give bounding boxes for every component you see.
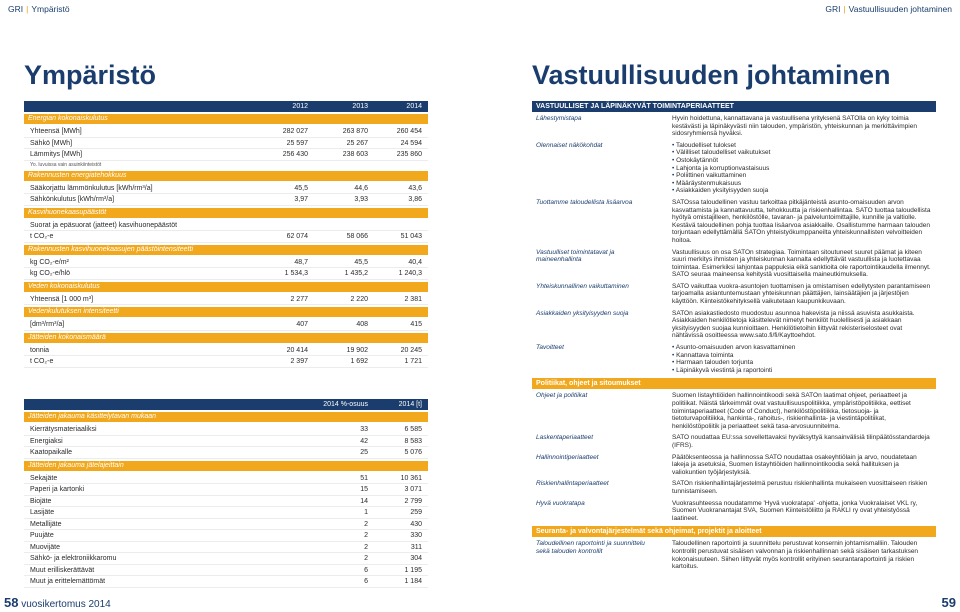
- left-running-header: [8, 4, 70, 14]
- row-value: 3,97: [294, 196, 308, 203]
- row-value: 2 381: [404, 295, 422, 303]
- table-row: [24, 565, 428, 577]
- item-text: SATOssa taloudellinen vastuu tarkoittaa pitkäjänteistä asunto-omaisuuden arvon kasvattamista ja kannattavuutta, tehokkuutta ja riskienhallintaa. SATO tuottaa taloudellista hyötyä omistajilleen, henkilöstölle, tavaran- ja palveluntoimittajille, kunnille ja valtiolle. Kestävä taloudellinen pohja tuottaa lisäarvoa asiakkaille. Osallistumme harmaan talouden torjuntaan edellyttämällä SATOn yhteistyökumppaneilta yhteiskunnallisten velvoitteiden hoitoa.: [672, 198, 931, 244]
- tonnes-header: 2014 [t]: [398, 401, 422, 408]
- row-value: 6: [364, 578, 368, 585]
- table-section-heading: Jätteiden kokonaismäärä: [24, 333, 428, 343]
- list-item: • Läpinäkyvä viestintä ja raportointi: [672, 367, 936, 375]
- item-text: Hyvin hoidettuna, kannattavana ja vastuullisena yrityksenä SATOlla on kyky toimia kestävästi ja läpinäkyvästi niin talouden, ympäristön, yhteiskunnan ja merkittävimpien sidosryhmiensä hyväksi.: [672, 115, 917, 138]
- policy-item: [532, 434, 936, 449]
- environment-table: [24, 101, 428, 368]
- share-header: 2014 %-osuus: [323, 401, 368, 408]
- row-value: 42: [360, 437, 368, 445]
- row-value: 20 245: [400, 346, 422, 354]
- table-row: [24, 356, 428, 368]
- item-key: Laskentaperiaatteet: [536, 434, 594, 442]
- item-key: Hallinnointiperiaatteet: [536, 453, 599, 461]
- policy-item: [532, 199, 936, 245]
- table-section-heading: Rakennusten kasvihuonekaasujen päästöintensiteetti: [24, 245, 428, 255]
- waste-table: [24, 399, 428, 588]
- row-value: 5 076: [404, 449, 422, 456]
- row-value: 2: [364, 520, 368, 528]
- row-label: Energiaksi: [30, 437, 63, 445]
- item-key: Yhteiskunnallinen vaikuttaminen: [536, 282, 629, 290]
- item-key: Taloudellinen raportointi ja suunnittelu sekä talouden kontrollit: [536, 540, 645, 555]
- row-value: 415: [410, 321, 422, 328]
- row-value: 6: [364, 566, 368, 574]
- row-value: 1 184: [404, 578, 422, 585]
- row-label: Sääkorjattu lämmönkulutus [kWh/rm³/a]: [30, 184, 153, 192]
- table-row: [24, 194, 428, 206]
- left-page-title: Ympäristö: [24, 60, 157, 90]
- section-heading: Seuranta- ja valvontajärjestelmät sekä ohjeimat, projektit ja aloitteet: [532, 526, 936, 537]
- row-value: 1 692: [350, 358, 368, 365]
- row-value: 311: [410, 543, 422, 551]
- policy-item: [532, 310, 936, 340]
- item-text: Vastuullisuus on osa SATOn strategiaa. Toimintaan sitoutuneet suuret päämat ja kiteen suuri merkitys ihmisten ja yhteiskunnan kannalta edellyttävät vastuullista ja luotettavaa toimintaa. Esimerkiksi lahjontaa pappuksia eikä sanktioita ole raportointikaudella ilmennyt. SATO seuraa maineensa kehitystä vuosittaisella maineutkimuksella.: [672, 248, 931, 279]
- table-row: [24, 447, 428, 459]
- row-value: 15: [360, 486, 368, 493]
- row-value: 2: [364, 555, 368, 562]
- page-number: 58: [4, 595, 19, 610]
- item-key: Hyvä vuokratapa: [536, 499, 585, 507]
- row-value: 45,5: [294, 184, 308, 192]
- item-key: Olennaiset näkökohdat: [536, 141, 603, 149]
- row-value: 256 430: [282, 151, 308, 158]
- row-label: Lasijäte: [30, 509, 55, 516]
- item-key: Lähestymistapa: [536, 115, 582, 122]
- row-value: 43,6: [408, 184, 422, 192]
- page-number: 59: [941, 595, 956, 610]
- row-value: 1: [364, 509, 368, 516]
- separator: |: [26, 4, 29, 14]
- row-value: 1 435,2: [344, 270, 368, 277]
- table-row: [24, 473, 428, 485]
- table-section-heading: Rakennusten energiatehokkuus: [24, 171, 428, 181]
- policy-item: [532, 142, 936, 195]
- section-heading: Politiikat, ohjeet ja sitoumukset: [532, 378, 936, 389]
- row-value: 260 454: [396, 128, 422, 135]
- row-label: Lämmitys [MWh]: [30, 151, 83, 158]
- row-label: Puujäte: [30, 532, 54, 539]
- row-label: Metallijäte: [30, 520, 62, 528]
- list-item: • Asiakkaiden yksityisyyden suoja: [672, 187, 936, 195]
- row-value: 2: [364, 543, 368, 551]
- item-text: SATOn riskienhallintajärjestelmä perustuu riskienhallinta mukaiseen vuosittaiseen riskien tunnistamiseen.: [672, 480, 928, 495]
- section-label: Ympäristö: [31, 4, 70, 14]
- row-label: Muovijäte: [30, 543, 60, 551]
- year-header: 2012: [292, 103, 308, 110]
- section-heading: VASTUULLISET JA LÄPINÄKYVÄT TOIMINTAPERIAATTEET: [532, 101, 936, 112]
- table-row: [24, 231, 428, 243]
- list-item: • Määräystenmukaisuus: [672, 180, 936, 188]
- item-key: Riskienhallintaperiaatteet: [536, 480, 609, 488]
- separator: |: [843, 4, 846, 14]
- row-value: 408: [356, 321, 368, 328]
- policy-item: [532, 344, 936, 374]
- row-label: kg CO₂-e/m²: [30, 258, 69, 266]
- right-footer: [942, 595, 956, 610]
- left-footer: [4, 595, 111, 610]
- row-value: 263 870: [342, 128, 368, 135]
- policy-item: [532, 115, 936, 138]
- row-label: tonnia: [30, 346, 50, 354]
- row-label: Suorat ja epäsuorat (jatteet) kasvihuonepäästöt: [30, 221, 178, 229]
- row-value: 1 721: [404, 358, 422, 365]
- row-value: 62 074: [286, 233, 308, 240]
- table-section-heading: Kasvihuonekaasupäästöt: [24, 208, 428, 218]
- table-row: [24, 519, 428, 531]
- year-header: 2013: [352, 103, 368, 110]
- row-value: 40,4: [408, 258, 422, 266]
- gri-label: GRI: [8, 4, 24, 14]
- row-value: 58 066: [346, 233, 368, 240]
- item-text: SATO noudattaa EU:ssa sovellettavaksi hyväksyttyä kansainvälisiä tilinpäätösstandardeja (IFRS).: [672, 434, 930, 449]
- table-row: [24, 294, 428, 306]
- list-item: • Kannattava toiminta: [672, 352, 936, 360]
- policy-item: [532, 283, 936, 306]
- table-row: [24, 149, 428, 161]
- row-value: 51: [360, 474, 368, 482]
- row-label: Kierrätysmateriaaliksi: [30, 426, 97, 433]
- row-value: 20 414: [286, 346, 308, 354]
- list-item: • Poliittinen vaikuttaminen: [672, 172, 936, 180]
- table-row: [24, 268, 428, 280]
- row-value: 407: [296, 321, 308, 328]
- list-item: • Taloudelliset tulokset: [672, 142, 936, 150]
- row-value: 33: [360, 426, 368, 433]
- row-label: Sähkönkulutus [kWh/rm³/a]: [30, 196, 115, 203]
- table-row: [24, 424, 428, 436]
- row-label: Paperi ja kartonki: [30, 486, 85, 493]
- row-label: t CO₂-e: [30, 233, 54, 240]
- row-label: Yhteensä [1 000 m³]: [30, 295, 94, 303]
- row-value: 25 267: [346, 139, 368, 147]
- row-label: Muut erilliskerättävät: [30, 566, 95, 574]
- table-row: [24, 576, 428, 588]
- list-item: • Lahjonta ja korruptionvastaisuus: [672, 165, 936, 173]
- section-label: Vastuullisuuden johtaminen: [848, 4, 952, 14]
- item-key: Tuottamme taloudellista lisäarvoa: [536, 198, 633, 206]
- policy-item: [532, 392, 936, 430]
- item-text: Suomen listayhtiöiden hallinnointikoodi sekä SATOn laatimat ohjeet, periaatteet ja politiikat. Näistä tärkeimmät ovat vastuullisuuspolitiikka, ympäristöpolitiikka, eettiset toimintaperiaatteet (Code of Conduct), henkilöstöpolitiikka, tietosuoja- ja tietoturvapolitiikka, hankinta-, rahoitus-, riskienhallinta- ja viestintäpolitiikat, henkilöstöpoliitik ja periaatteet sekä tasa-arvosuunnitelma.: [672, 392, 911, 430]
- row-value: 330: [410, 532, 422, 539]
- row-value: 25 597: [286, 139, 308, 147]
- row-value: 235 860: [396, 151, 422, 158]
- row-label: [dm³/rm³/a]: [30, 321, 65, 328]
- row-label: Sekajäte: [30, 474, 58, 482]
- row-value: 44,6: [354, 184, 368, 192]
- row-value: 2 277: [290, 295, 308, 303]
- table-row: [24, 319, 428, 331]
- list-item: • Asunto-omaisuuden arvon kasvattaminen: [672, 344, 936, 352]
- item-text: Taloudellinen raportointi ja suunnittelu perustuvat konsernin johtamismalliin. Talouden kontrollit perustuvat sisäisen valvonnan ja riskienhallinnan sekä sisäisen tarkastuksen kokonaisuuteen. Siihen liittyvät myös kontrollit erityinen seurantaraportointi ja riskien kartoitus.: [672, 540, 919, 571]
- row-value: 259: [410, 509, 422, 516]
- row-label: t CO₂-e: [30, 358, 54, 365]
- row-label: Yhteensä [MWh]: [30, 128, 82, 135]
- table-row: [24, 553, 428, 565]
- row-label: Sähkö- ja elektroniikkaromu: [30, 555, 117, 562]
- row-value: 1 240,3: [398, 270, 422, 277]
- row-value: 430: [410, 520, 422, 528]
- policy-item: [532, 249, 936, 279]
- table-row: [24, 345, 428, 357]
- row-value: 14: [360, 497, 368, 505]
- row-label: Muut ja erittelemättömät: [30, 578, 106, 585]
- table-section-heading: Vedenkulutuksen intensiteetti: [24, 307, 428, 317]
- row-value: 2 220: [350, 295, 368, 303]
- row-label: kg CO₂-e/hlö: [30, 270, 71, 277]
- table-row: [24, 530, 428, 542]
- table-row: [24, 257, 428, 269]
- gri-label: GRI: [825, 4, 841, 14]
- table-section-heading: Jätteiden jakauma käsittelytavan mukaan: [24, 412, 428, 422]
- table-row: [24, 138, 428, 150]
- table-row: [24, 126, 428, 138]
- item-list: [672, 142, 936, 195]
- table-header: [24, 399, 428, 410]
- policy-item: [532, 480, 936, 495]
- policy-item: [532, 540, 936, 570]
- table-header: [24, 101, 428, 112]
- row-value: 1 534,3: [284, 270, 308, 277]
- table-row: [24, 507, 428, 519]
- row-value: 48,7: [294, 258, 308, 266]
- row-label: Sähkö [MWh]: [30, 139, 73, 147]
- table-section-heading: Veden kokonaiskulutus: [24, 282, 428, 292]
- item-list: [672, 344, 936, 374]
- table-row: [24, 484, 428, 496]
- row-value: 6 585: [404, 426, 422, 433]
- row-value: 3 071: [404, 486, 422, 493]
- row-value: 2 397: [290, 358, 308, 365]
- table-row: [24, 183, 428, 195]
- item-key: Tavoitteet: [536, 344, 564, 352]
- item-text: Vuokrasuhteessa noudatamme 'Hyvä vuokratapa' -ohjetta, jonka Vuokralaiset VKL ry, Suomen Vuokranantajat SVA, Suomen Kiinteistöliitto ja RAKLI ry ovat yhteistyössä laatineet.: [672, 499, 918, 522]
- table-row: [24, 496, 428, 508]
- right-running-header: [825, 4, 952, 14]
- table-row: [24, 436, 428, 448]
- row-value: 304: [410, 555, 422, 562]
- list-item: • Harmaan talouden torjunta: [672, 359, 936, 367]
- item-text: Päätöksenteossa ja hallinnossa SATO noudattaa osakeyhtiölain ja arvo, noudatetaan lakeja ja asetuksia, Suomen listayhtiöiden hallinnointikoodia sekä hallituksen ja valiokuntien työjärjestyksiä.: [672, 453, 917, 476]
- policy-item: [532, 500, 936, 523]
- item-text: SATO vaikuttaa vuokra-asuntojen tuottamisen ja omistamisen edellytysten parantamiseen tarjoamalla asiantuntemustaan yhteiskunnan päättäjien, lainsäätäjien ja järjestöjen käyttöön. Kiinteistökehityksellä vaikutetaan kaupunkikuvaan.: [672, 282, 931, 306]
- policy-item: [532, 454, 936, 477]
- right-page-title: Vastuullisuuden johtaminen: [532, 60, 891, 90]
- report-name: vuosikertomus 2014: [21, 599, 111, 610]
- table-row: [24, 542, 428, 554]
- row-value: 2 799: [404, 497, 422, 505]
- row-value: 3,86: [408, 196, 422, 203]
- row-value: 2: [364, 532, 368, 539]
- item-text: SATOn asiakastiedosto muodostuu asunnoa hakevista ja niissä asuvista asukkaista. Asiakkaiden henkilötietoja käsittelevät nimetyt henkilöt huolellisesti ja asiakkaan yksityisyyden suojaa kunnioittaen. Henkilötietoihin liittyvät rekisteriselosteet ovat nähtävissä osoitteessa www.sato.fi/fi/Kayttoehdot.: [672, 309, 915, 340]
- table-note: Yo. luvuissa vain asuinkiinteistöt: [30, 161, 102, 168]
- year-header: 2014: [406, 103, 422, 110]
- row-label: Kaatopaikalle: [30, 449, 73, 456]
- row-value: 1 195: [404, 566, 422, 574]
- responsibility-management-table: [532, 101, 936, 575]
- table-row: [24, 220, 428, 232]
- list-item: • Ostokäytännöt: [672, 157, 936, 165]
- list-item: • Välilliset taloudelliset vaikutukset: [672, 149, 936, 157]
- row-value: 3,93: [354, 196, 368, 203]
- item-key: Vastuulliset toimintatavat ja maineenhallinta: [536, 248, 615, 264]
- row-value: 10 361: [400, 474, 422, 482]
- row-value: 45,5: [354, 258, 368, 266]
- item-key: Ohjeet ja politiikat: [536, 392, 588, 400]
- row-value: 8 583: [404, 437, 422, 445]
- row-value: 19 902: [346, 346, 368, 354]
- item-key: Asiakkaiden yksityisyyden suoja: [536, 309, 629, 317]
- table-section-heading: Jätteiden jakauma jätelajeittain: [24, 461, 428, 471]
- table-section-heading: Energian kokonaiskulutus: [24, 114, 428, 124]
- row-value: 282 027: [282, 128, 308, 135]
- row-value: 24 594: [400, 139, 422, 147]
- row-value: 51 043: [400, 233, 422, 240]
- row-value: 238 603: [342, 151, 368, 158]
- row-label: Biojäte: [30, 497, 52, 505]
- row-value: 25: [360, 449, 368, 456]
